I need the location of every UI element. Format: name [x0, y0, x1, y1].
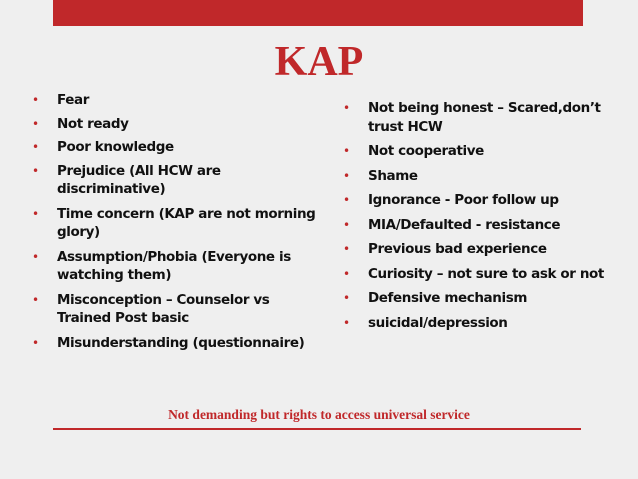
list-item-text: Ignorance - Poor follow up — [368, 192, 559, 208]
bullet-icon: • — [343, 217, 350, 232]
list-item — [32, 91, 322, 110]
list-item-text: Misunderstanding (questionnaire) — [57, 334, 305, 351]
bullet-icon: • — [343, 193, 350, 207]
list-item — [343, 142, 613, 161]
list-item — [32, 248, 322, 285]
list-item — [343, 167, 613, 186]
list-item-text: Not cooperative — [368, 143, 484, 159]
list-item-text: Not ready — [57, 115, 129, 132]
list-item — [343, 191, 613, 210]
bullet-icon: • — [32, 116, 39, 131]
slide-title: KAP — [274, 39, 364, 85]
list-item — [32, 291, 322, 328]
list-item — [343, 99, 613, 136]
footer-note: Not demanding but rights to access universal service — [168, 407, 470, 422]
list-item — [343, 314, 613, 333]
bullet-icon: • — [32, 163, 39, 178]
list-item — [32, 162, 322, 199]
list-item-text: Assumption/Phobia (Everyone is watching them) — [57, 248, 291, 283]
list-item-text: suicidal/depression — [368, 314, 508, 331]
list-item-text: Defensive mechanism — [368, 290, 528, 306]
bullet-icon: • — [32, 335, 39, 350]
list-item-text: Poor knowledge — [57, 139, 174, 155]
list-item-text: MIA/Defaulted - resistance — [368, 216, 561, 233]
bullet-icon: • — [32, 206, 39, 221]
top-accent-bar — [53, 0, 583, 26]
bullet-icon: • — [32, 292, 39, 307]
list-item-text: Time concern (KAP are not morning glory) — [57, 205, 316, 240]
bullet-icon: • — [32, 249, 39, 264]
list-item-text: Shame — [368, 167, 418, 184]
bullet-icon: • — [343, 291, 350, 305]
list-item — [32, 115, 322, 134]
list-item — [343, 265, 613, 284]
list-item — [32, 138, 322, 157]
left-bullet-list — [32, 91, 322, 357]
bullet-icon: • — [343, 168, 350, 183]
list-item — [32, 205, 322, 242]
bullet-icon: • — [32, 140, 39, 154]
list-item — [32, 334, 322, 353]
footer-divider — [53, 428, 581, 430]
bullet-icon: • — [343, 242, 350, 256]
list-item-text: Prejudice (All HCW are discriminative) — [57, 162, 221, 197]
bullet-icon: • — [32, 93, 39, 107]
list-item-text: Previous bad experience — [368, 241, 547, 257]
list-item-text: Not being honest – Scared,don’t trust HCW — [368, 100, 601, 135]
right-bullet-list — [343, 99, 613, 338]
bullet-icon: • — [343, 144, 350, 158]
list-item-text: Misconception – Counselor vs Trained Post basic — [57, 291, 270, 326]
list-item-text: Curiosity – not sure to ask or not — [368, 265, 604, 282]
list-item-text: Fear — [57, 92, 89, 108]
bullet-icon: • — [343, 315, 350, 330]
list-item — [343, 289, 613, 308]
list-item — [343, 216, 613, 235]
list-item — [343, 240, 613, 259]
bullet-icon: • — [343, 101, 350, 115]
bullet-icon: • — [343, 266, 350, 281]
